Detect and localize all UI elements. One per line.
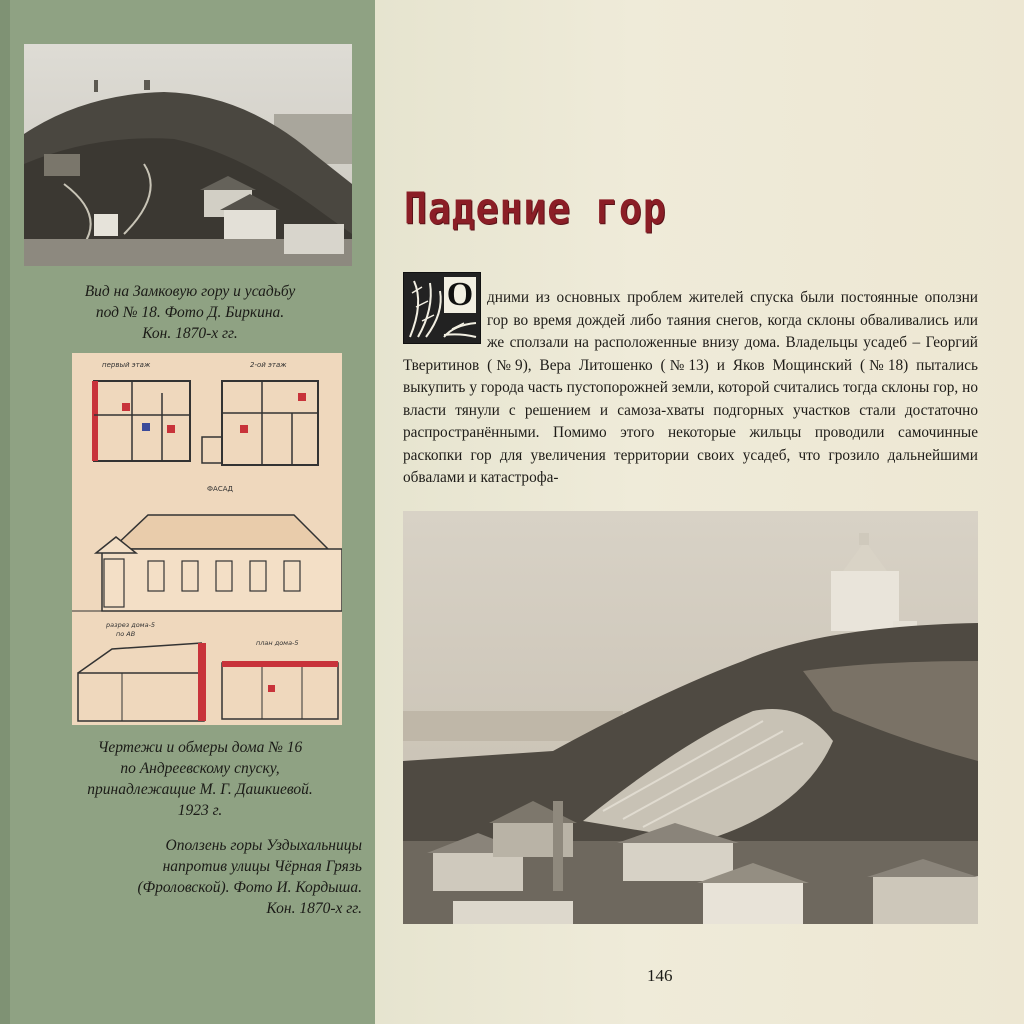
caption-line: напротив улицы Чёрная Грязь [162,858,362,875]
article-paragraph: дними из основных проблем жителей спуска были постоянные оползни гор во время дождей либо таяния снегов, когда склоны обваливались или же сползали на расположенные внизу дома. Владельцы усадеб – Георгий Тверитинов (№9), Вера Литошенко (№13) и Яков Мощинский (№18) пытались выкупить у города часть пустопорожней земли, которой считались тогда склоны гор, но власти тянули с решением и самоза-хваты подгорных участков стали достаточно распространёнными. Помимо этого некоторые жильцы проводили самочинные раскопки гор для увеличения территории своих усадеб, что грозило дальнейшими обвалами и катастрофа- [403,289,978,486]
castle-hill-caption [40,281,340,344]
floor1-label: первый этаж [102,361,151,369]
caption-line: под № 18. Фото Д. Биркина. [95,304,285,321]
caption-line: Кон. 1870-х гг. [266,900,362,917]
facade-label: ФАСАД [207,485,233,493]
landslide-caption [40,835,362,919]
drawing-caption [40,737,360,821]
caption-line: 1923 г. [177,802,223,819]
article-body [403,276,978,490]
caption-line: Чертежи и обмеры дома № 16 [97,739,303,756]
landslide-photo [403,511,978,924]
caption-line: Вид на Замковую гору и усадьбу [84,283,296,300]
caption-line: Кон. 1870-х гг. [142,325,238,342]
caption-line: по Андреевскому спуску, [120,760,280,777]
castle-hill-photo [24,44,352,266]
article-title: Падение гор [404,183,667,234]
caption-line: (Фроловской). Фото И. Кордыша. [137,879,362,896]
floor2-label: 2-ой этаж [250,361,287,369]
section-left-label-2: по АВ [116,630,136,638]
drop-cap-letter: О [444,277,476,313]
section-left-label: разрез дома-5 [106,621,156,629]
sidebar-edge [0,0,10,1024]
plan-right-label: план дома-5 [256,639,299,647]
drop-cap [403,272,481,344]
caption-line: принадлежащие М. Г. Дашкиевой. [87,781,313,798]
house-drawing [72,353,342,725]
caption-line: Оползень горы Уздыхальницы [165,837,362,854]
drop-cap-ornament [403,272,481,344]
page-number: 146 [647,966,673,985]
